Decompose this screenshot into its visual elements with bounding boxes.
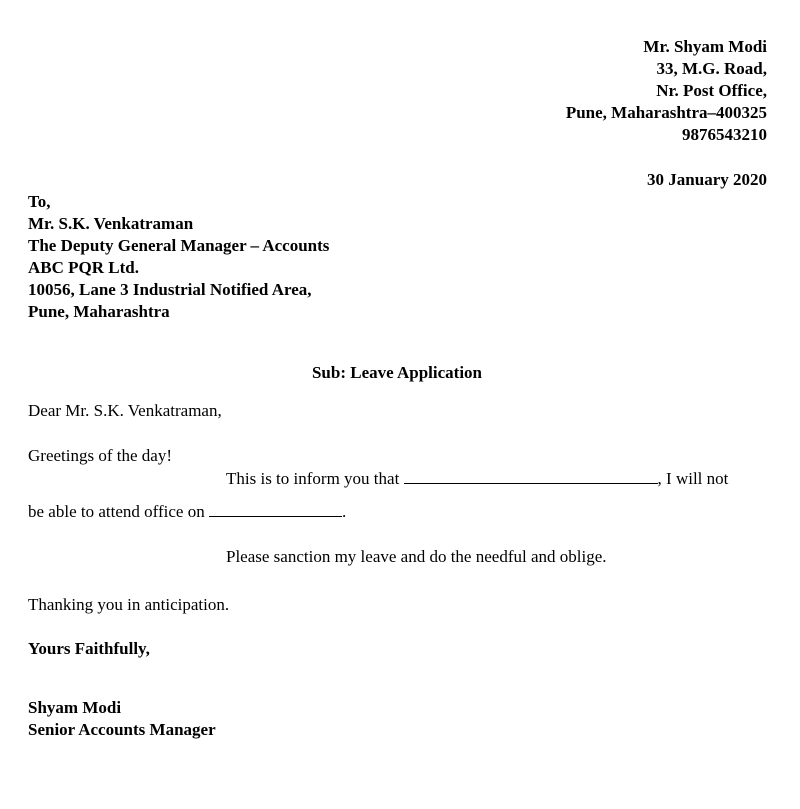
date-blank: [209, 500, 342, 517]
paragraph-2: Please sanction my leave and do the needful and oblige.: [226, 547, 607, 566]
greeting-day: Greetings of the day!: [28, 446, 172, 465]
recipient-address-line1: 10056, Lane 3 Industrial Notified Area,: [28, 280, 312, 299]
reason-blank: [404, 467, 658, 484]
sender-phone: 9876543210: [682, 125, 767, 144]
recipient-name: Mr. S.K. Venkatraman: [28, 214, 194, 233]
paragraph-1-end: , I will not: [657, 469, 729, 488]
recipient-to: To,: [28, 192, 51, 211]
sender-address-block: [566, 36, 767, 146]
recipient-designation: The Deputy General Manager – Accounts: [28, 236, 330, 255]
recipient-address-block: [28, 191, 329, 323]
sign-off: Yours Faithfully,: [28, 639, 150, 658]
greeting-name: Dear Mr. S.K. Venkatraman,: [28, 401, 222, 420]
paragraph-1-line-1: [226, 467, 728, 490]
paragraph-1-start: This is to inform you that: [226, 469, 404, 488]
signatory-title: Senior Accounts Manager: [28, 720, 216, 739]
recipient-address-line2: Pune, Maharashtra: [28, 302, 170, 321]
letter-date: 30 January 2020: [647, 170, 767, 189]
paragraph-1-line-2: [28, 500, 346, 523]
sender-address-line1: 33, M.G. Road,: [656, 59, 767, 78]
sender-name: Mr. Shyam Modi: [643, 37, 767, 56]
signatory-name: Shyam Modi: [28, 698, 122, 717]
sender-address-line3: Pune, Maharashtra–400325: [565, 103, 767, 122]
sender-address-line2: Nr. Post Office,: [656, 81, 767, 100]
paragraph-1-cont-end: .: [341, 502, 347, 521]
letter-subject: Sub: Leave Application: [311, 363, 483, 382]
thanks-line: Thanking you in anticipation.: [28, 595, 230, 614]
recipient-company: ABC PQR Ltd.: [28, 258, 139, 277]
paragraph-1-cont-start: be able to attend office on: [28, 502, 209, 521]
